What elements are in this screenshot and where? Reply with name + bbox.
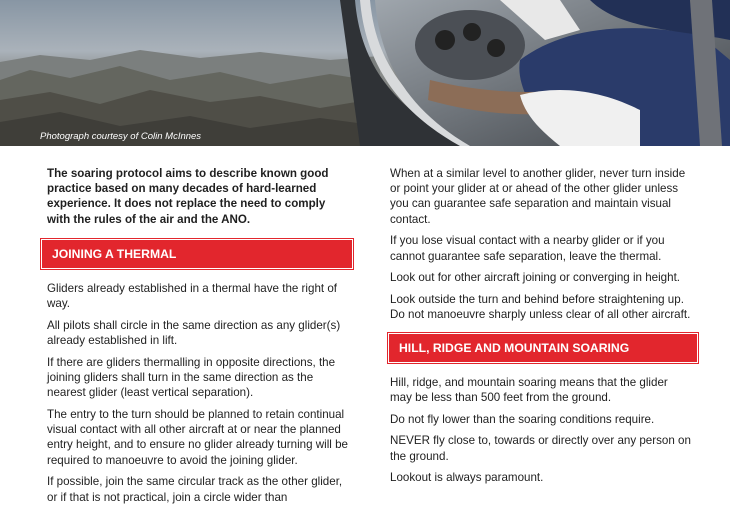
paragraph: Gliders already established in a thermal have the right of way. bbox=[47, 281, 338, 311]
paragraph: Look outside the turn and behind before straightening up. Do not manoeuvre sharply unless clear of all other aircraft. bbox=[390, 293, 691, 322]
paragraph: The entry to the turn should be planned to retain continual visual contact with all other aircraft at or near the planned entry height, and to ensure no glider already turning will be required to manoeuvre to avoid the joining glider. bbox=[47, 408, 348, 467]
paragraph: NEVER fly close to, towards or directly over any person on the ground. bbox=[390, 434, 691, 463]
paragraph: When at a similar level to another glider, never turn inside or point your glider at or ahead of the other glider unless you can guarantee safe separation and maintain visual contact. bbox=[390, 167, 686, 226]
paragraph: If there are gliders thermalling in opposite directions, the joining gliders shall turn in the same direction as the nearest glider (least vertical separation). bbox=[47, 355, 336, 400]
paragraph: If possible, join the same circular track as the other glider, or if that is not practical, join a circle wider than bbox=[47, 475, 343, 504]
paragraph: All pilots shall circle in the same direction as any glider(s) already established in lift. bbox=[47, 318, 341, 348]
paragraph: Hill, ridge, and mountain soaring means that the glider may be less than 500 feet from the ground. bbox=[390, 375, 668, 404]
paragraph: If you lose visual contact with a nearby glider or if you cannot guarantee safe separation, leave the thermal. bbox=[390, 234, 665, 263]
intro-text: The soaring protocol aims to describe known good practice based on many decades of hard-learned experience. It does not replace the need to comply with the rules of the air and the ANO. bbox=[47, 167, 329, 226]
paragraph: Do not fly lower than the soaring conditions require. bbox=[390, 412, 655, 426]
paragraph: Look out for other aircraft joining or converging in height. bbox=[390, 271, 681, 285]
photo-credit: Photograph courtesy of Colin McInnes bbox=[40, 131, 202, 142]
right-column bbox=[390, 160, 692, 492]
header-photo bbox=[0, 0, 730, 146]
left-column bbox=[47, 160, 349, 511]
section-heading-hill-ridge-mountain: HILL, RIDGE AND MOUNTAIN SOARING bbox=[388, 333, 698, 363]
glider-cockpit-mountain-photo-icon bbox=[0, 0, 730, 146]
paragraph: Lookout is always paramount. bbox=[390, 471, 544, 485]
section-heading-joining-thermal: JOINING A THERMAL bbox=[41, 239, 353, 269]
